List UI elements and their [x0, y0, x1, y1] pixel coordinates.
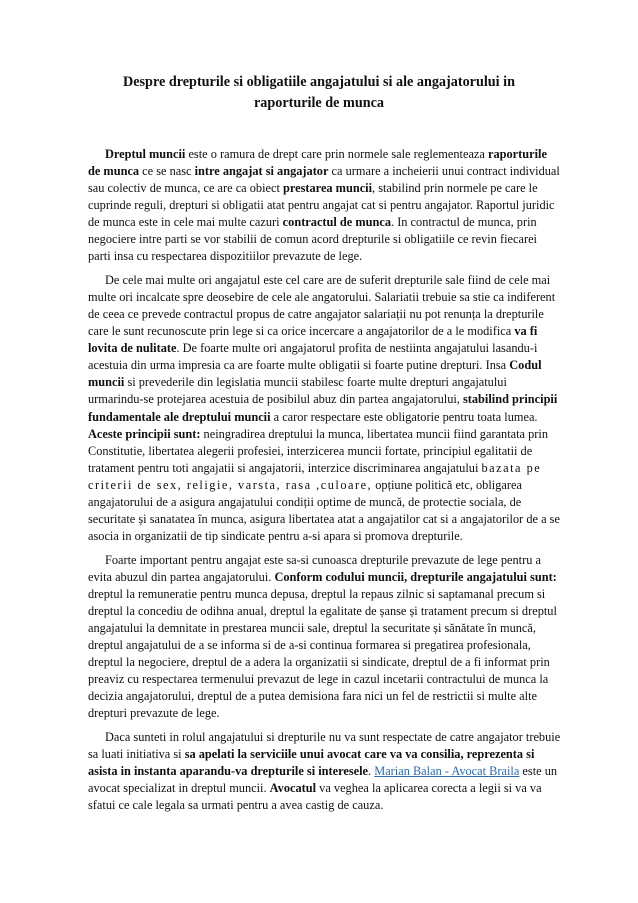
text-run: a caror respectare este obligatorie pentru toata lumea.: [270, 409, 538, 424]
paragraph: [88, 729, 562, 814]
bold-text: Avocatul: [269, 780, 317, 795]
bold-text: Conform codului muncii, drepturile angajatului sunt:: [274, 569, 557, 584]
bold-text: Dreptul muncii: [105, 147, 186, 161]
document-body: [88, 146, 562, 814]
text-run: . De foarte multe ori angajatorul profita de nestiinta angajatului lasandu-i acestuia din urma impresia ca are foarte multe obligatii si foarte putine drepturi. Insa: [88, 341, 538, 373]
bold-text: Aceste principii sunt:: [88, 426, 201, 441]
bold-text: contractul de munca: [282, 215, 392, 230]
text-run: va veghea la aplicarea corecta a legii si va va sfatui ce cale legala sa urmati pentru a avea castig de cauza.: [88, 780, 542, 813]
text-run: este un avocat specializat in dreptul muncii.: [88, 763, 558, 795]
bold-text: prestarea muncii: [283, 181, 373, 196]
bold-text: stabilind principii fundamentale ale dreptului muncii: [88, 392, 558, 424]
spaced-text: bazata pe criterii de sex, religie, varsta, rasa ,culoare,: [88, 460, 542, 492]
text-run: ce se nasc: [139, 164, 195, 179]
text-run: dreptul la remuneratie pentru munca depusa, dreptul la repaus zilnic si saptamanal precum si dreptul la concediu de odihna anual, dreptul la egalitate de șanse și tratament precum si dreptul angajatului la demnitate in prestarea muncii sale, dreptul la securitate și sănătate în muncă, dreptul angajatului de a se informa si de a-si continua formarea si pregatirea profesionala, dreptul la negociere, dreptul de a adera la organizatii si sindicate, dreptul de a fi informat prin preaviz cu respectarea termenului prevazut de lege in cazul incetarii contractului de munca la decizia angajatorului, dreptul de a putea demisiona fara nici un fel de restrictii si multe alte drepturi prevazute de lege.: [88, 586, 557, 721]
text-run: opțiune politică etc, obligarea angajatorului de a asigura angajatului condiții optime de muncă, de protectie sociala, de securitate și sanatatea în munca, asigura libertatea atat a angajatilor cat si a angajatorilor de a se asocia in organizatii de tip sindicate pentru a-si apara si promova drepturile.: [88, 477, 560, 544]
text-run: este o ramura de drept care prin normele sale reglementeaza: [185, 147, 488, 161]
bold-text: raporturile de munca: [88, 147, 547, 179]
bold-text: intre angajat si angajator: [194, 164, 329, 179]
document-title: Despre drepturile si obligatiile angajatului si ale angajatorului in raporturile de munca: [122, 74, 516, 111]
text-run: . In contractul de munca, prin negociere intre parti se vor stabilii de comun acord drepturile si obligatiile ce revin fiecarei parti insa cu respectarea dispozitiilor prevazute de lege.: [88, 215, 537, 264]
paragraph: [88, 146, 562, 266]
author-link[interactable]: Marian Balan - Avocat Braila: [374, 763, 520, 778]
text-run: ca urmare a incheierii unui contract individual sau colectiv de munca, ce are ca obiect: [88, 164, 560, 196]
text-run: Foarte important pentru angajat este sa-si cunoasca drepturile prevazute de lege pentru a evita abuzul din partea angajatorului.: [88, 552, 541, 584]
text-run: Daca sunteti in rolul angajatului si drepturile nu va sunt respectate de catre angajator trebuie sa luati initiativa si: [88, 729, 561, 761]
paragraph: [88, 552, 562, 723]
bold-text: va fi lovita de nulitate: [88, 324, 538, 356]
paragraph: [88, 272, 562, 545]
text-run: si prevederile din legislatia muncii stabilesc foarte multe drepturi angajatului urmarindu-se protejarea acestuia de posibilul abuz din partea angajatorului,: [88, 375, 507, 407]
bold-text: sa apelati la serviciile unui avocat care va va consilia, reprezenta si asista in instanta aparandu-va drepturile si interesele: [88, 746, 535, 778]
text-run: , stabilind prin normele pe care le cuprinde reguli, drepturi si obligatii atat pentru angajat cat si pentru angajator. Raportul juridic de munca este in cele mai multe cazuri: [88, 181, 555, 230]
text-run: De cele mai multe ori angajatul este cel care are de suferit drepturile sale fiind de cele mai multe ori incalcate spre deosebire de cele ale angatorului. Salariatii trebuie sa stie ca indiferent de ceea ce prevede contractul propus de catre angajator salariații nu pot renunța la drepturile care le sunt recunoscute prin lege si ca orice incercare a angajatorilor de a le modifica: [88, 272, 556, 339]
bold-text: Codul muncii: [88, 358, 542, 390]
text-run: neingradirea dreptului la munca, libertatea muncii fiind garantata prin Constitutie, libertatea alegerii profesiei, interzicerea muncii fortate, principiul egalitatii de tratament pentru toti angajatii si angajatorii, interzice discriminarea angajatului: [88, 426, 549, 475]
text-run: .: [368, 763, 375, 778]
